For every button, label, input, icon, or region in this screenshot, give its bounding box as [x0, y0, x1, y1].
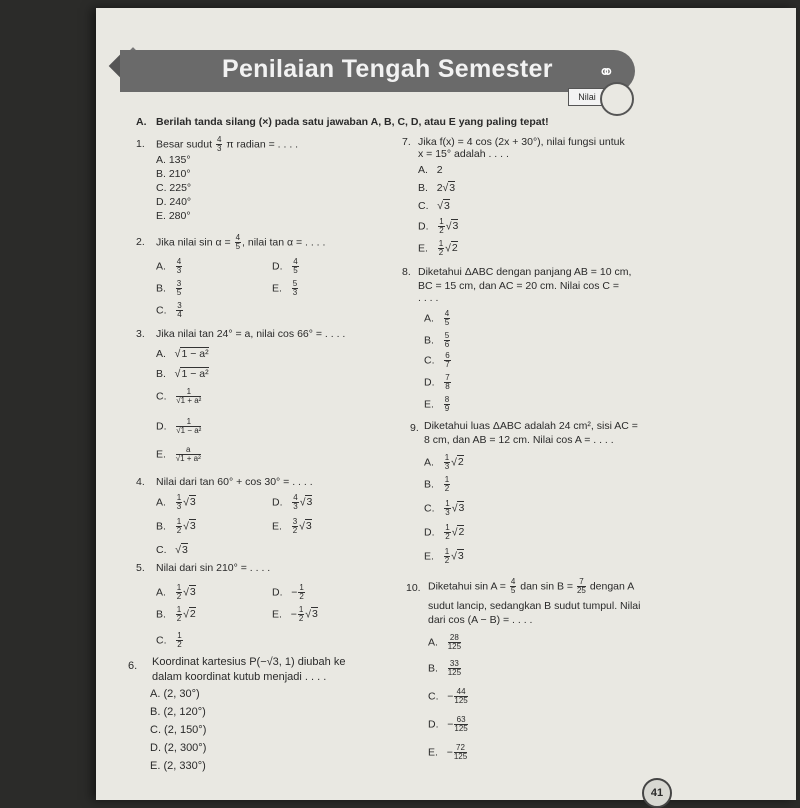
q6-text-line1: Koordinat kartesius P(−√3, 1) diubah ke [152, 656, 346, 668]
q1-text: Besar sudut $\frac{4}{3}$ π radian = . . . . [156, 135, 299, 153]
q5-number: 5. [136, 562, 145, 574]
q1-option-e[interactable]: E. 280° [156, 210, 191, 222]
q8-option-e[interactable]: E. $\frac{8}{9}$ [424, 395, 450, 413]
q8-option-a[interactable]: A. $\frac{4}{5}$ [424, 309, 450, 327]
q4-number: 4. [136, 476, 145, 488]
q6-option-e[interactable]: E. (2, 330°) [150, 760, 206, 772]
q10-option-b[interactable]: B. $\frac{33}{125}$ [428, 659, 462, 677]
page-title: Penilaian Tengah Semester [222, 55, 553, 83]
q8-text-line1: Diketahui ΔABC dengan panjang AB = 10 cm, [418, 266, 632, 278]
q10-text-line2: sudut lancip, sedangkan B sudut tumpul. Nilai [428, 600, 641, 612]
q7-text-line1: Jika f(x) = 4 cos (2x + 30°), nilai fungsi untuk [418, 136, 625, 148]
q7-option-e[interactable]: E. $\frac{1}{2}$ √2 [418, 239, 458, 257]
q8-text-line3: . . . . [418, 292, 439, 304]
q1-option-a[interactable]: A. 135° [156, 154, 191, 166]
q2-number: 2. [136, 236, 145, 248]
q4-option-a[interactable]: A. $\frac{1}{3}$ √3 [156, 493, 196, 511]
instruction: Berilah tanda silang (×) pada satu jawaban A, B, C, D, atau E yang paling tepat! [156, 116, 549, 128]
q2-option-b[interactable]: B. $\frac{3}{5}$ [156, 279, 182, 297]
q10-option-e[interactable]: E. − $\frac{72}{125}$ [428, 743, 468, 761]
q3-option-d[interactable]: D. $\frac{1}{\text{√1 − a²}}$ [156, 417, 202, 435]
q4-option-c[interactable]: C. √3 [156, 544, 188, 556]
q3-option-b[interactable]: B. √1 − a² [156, 368, 209, 380]
q5-option-b[interactable]: B. $\frac{1}{2}$ √2 [156, 605, 196, 623]
q3-option-a[interactable]: A. √1 − a² [156, 348, 209, 360]
q7-option-b[interactable]: B. 2√3 [418, 182, 456, 194]
decoration-icon: ⚭ [598, 62, 615, 84]
q7-option-d[interactable]: D. $\frac{1}{2}$ √3 [418, 217, 459, 235]
q9-text-line2: 8 cm, dan AB = 12 cm. Nilai cos A = . . . . [424, 434, 614, 446]
q6-option-b[interactable]: B. (2, 120°) [150, 706, 206, 718]
q7-number: 7. [402, 136, 411, 148]
q7-option-c[interactable]: C. √3 [418, 200, 450, 212]
q2-option-c[interactable]: C. $\frac{3}{4}$ [156, 301, 182, 319]
q10-option-c[interactable]: C. − $\frac{44}{125}$ [428, 687, 468, 705]
q8-text-line2: BC = 15 cm, dan AC = 20 cm. Nilai cos C = [418, 280, 620, 292]
q10-number: 10. [406, 582, 421, 594]
page-number: 41 [642, 778, 672, 808]
q5-option-e[interactable]: E. − $\frac{1}{2}$ √3 [272, 605, 318, 623]
q3-number: 3. [136, 328, 145, 340]
q9-number: 9. [410, 422, 419, 434]
q6-text-line2: dalam koordinat kutub menjadi . . . . [152, 671, 327, 683]
q8-option-c[interactable]: C. $\frac{6}{7}$ [424, 351, 450, 369]
q7-text-line2: x = 15° adalah . . . . [418, 148, 509, 160]
q2-option-d[interactable]: D. $\frac{4}{5}$ [272, 257, 298, 275]
q7-option-a[interactable]: A. 2 [418, 164, 443, 176]
q1-option-b[interactable]: B. 210° [156, 168, 191, 180]
nilai-score-circle [600, 82, 634, 116]
q4-option-b[interactable]: B. $\frac{1}{2}$ √3 [156, 517, 196, 535]
q9-option-c[interactable]: C. $\frac{1}{3}$ √3 [424, 499, 465, 517]
q1-option-c[interactable]: C. 225° [156, 182, 192, 194]
q5-option-d[interactable]: D. − $\frac{1}{2}$ [272, 583, 304, 601]
q2-option-a[interactable]: A. $\frac{4}{3}$ [156, 257, 182, 275]
q5-text: Nilai dari sin 210° = . . . . [156, 562, 271, 574]
q5-option-c[interactable]: C. $\frac{1}{2}$ [156, 631, 182, 649]
q6-option-d[interactable]: D. (2, 300°) [150, 742, 207, 754]
q3-option-e[interactable]: E. $\frac{a}{\text{√1 + a²}}$ [156, 445, 201, 463]
q10-text-line1: Diketahui sin A = $\frac{4}{5}$ dan sin B = $\frac{7}{25}$ dengan A [428, 577, 635, 595]
q6-option-a[interactable]: A. (2, 30°) [150, 688, 200, 700]
q2-text: Jika nilai sin α = $\frac{4}{5}$ , nilai tan α = . . . . [156, 233, 326, 251]
q10-option-a[interactable]: A. $\frac{28}{125}$ [428, 633, 462, 651]
section-label: A. [136, 116, 147, 128]
q4-option-d[interactable]: D. $\frac{4}{3}$ √3 [272, 493, 313, 511]
nilai-label: Nilai [568, 88, 606, 106]
q9-option-e[interactable]: E. $\frac{1}{2}$ √3 [424, 547, 464, 565]
q1-option-d[interactable]: D. 240° [156, 196, 192, 208]
q6-option-c[interactable]: C. (2, 150°) [150, 724, 207, 736]
q4-text: Nilai dari tan 60° + cos 30° = . . . . [156, 476, 313, 488]
q8-option-d[interactable]: D. $\frac{7}{8}$ [424, 373, 450, 391]
q9-option-d[interactable]: D. $\frac{1}{2}$ √2 [424, 523, 465, 541]
q8-option-b[interactable]: B. $\frac{5}{6}$ [424, 331, 450, 349]
q3-text: Jika nilai tan 24° = a, nilai cos 66° = . . . . [156, 328, 346, 340]
q1-number: 1. [136, 138, 145, 150]
q10-option-d[interactable]: D. − $\frac{63}{125}$ [428, 715, 468, 733]
q3-option-c[interactable]: C. $\frac{1}{\text{√1 + a²}}$ [156, 387, 202, 405]
q6-number: 6. [128, 660, 138, 672]
q10-text-line3: dari cos (A − B) = . . . . [428, 614, 533, 626]
q9-option-b[interactable]: B. $\frac{1}{2}$ [424, 475, 450, 493]
q5-option-a[interactable]: A. $\frac{1}{2}$ √3 [156, 583, 196, 601]
q8-number: 8. [402, 266, 411, 278]
q4-option-e[interactable]: E. $\frac{3}{2}$ √3 [272, 517, 312, 535]
q2-option-e[interactable]: E. $\frac{5}{3}$ [272, 279, 298, 297]
q9-option-a[interactable]: A. $\frac{1}{3}$ √2 [424, 453, 464, 471]
q9-text-line1: Diketahui luas ΔABC adalah 24 cm², sisi AC = [424, 420, 638, 432]
